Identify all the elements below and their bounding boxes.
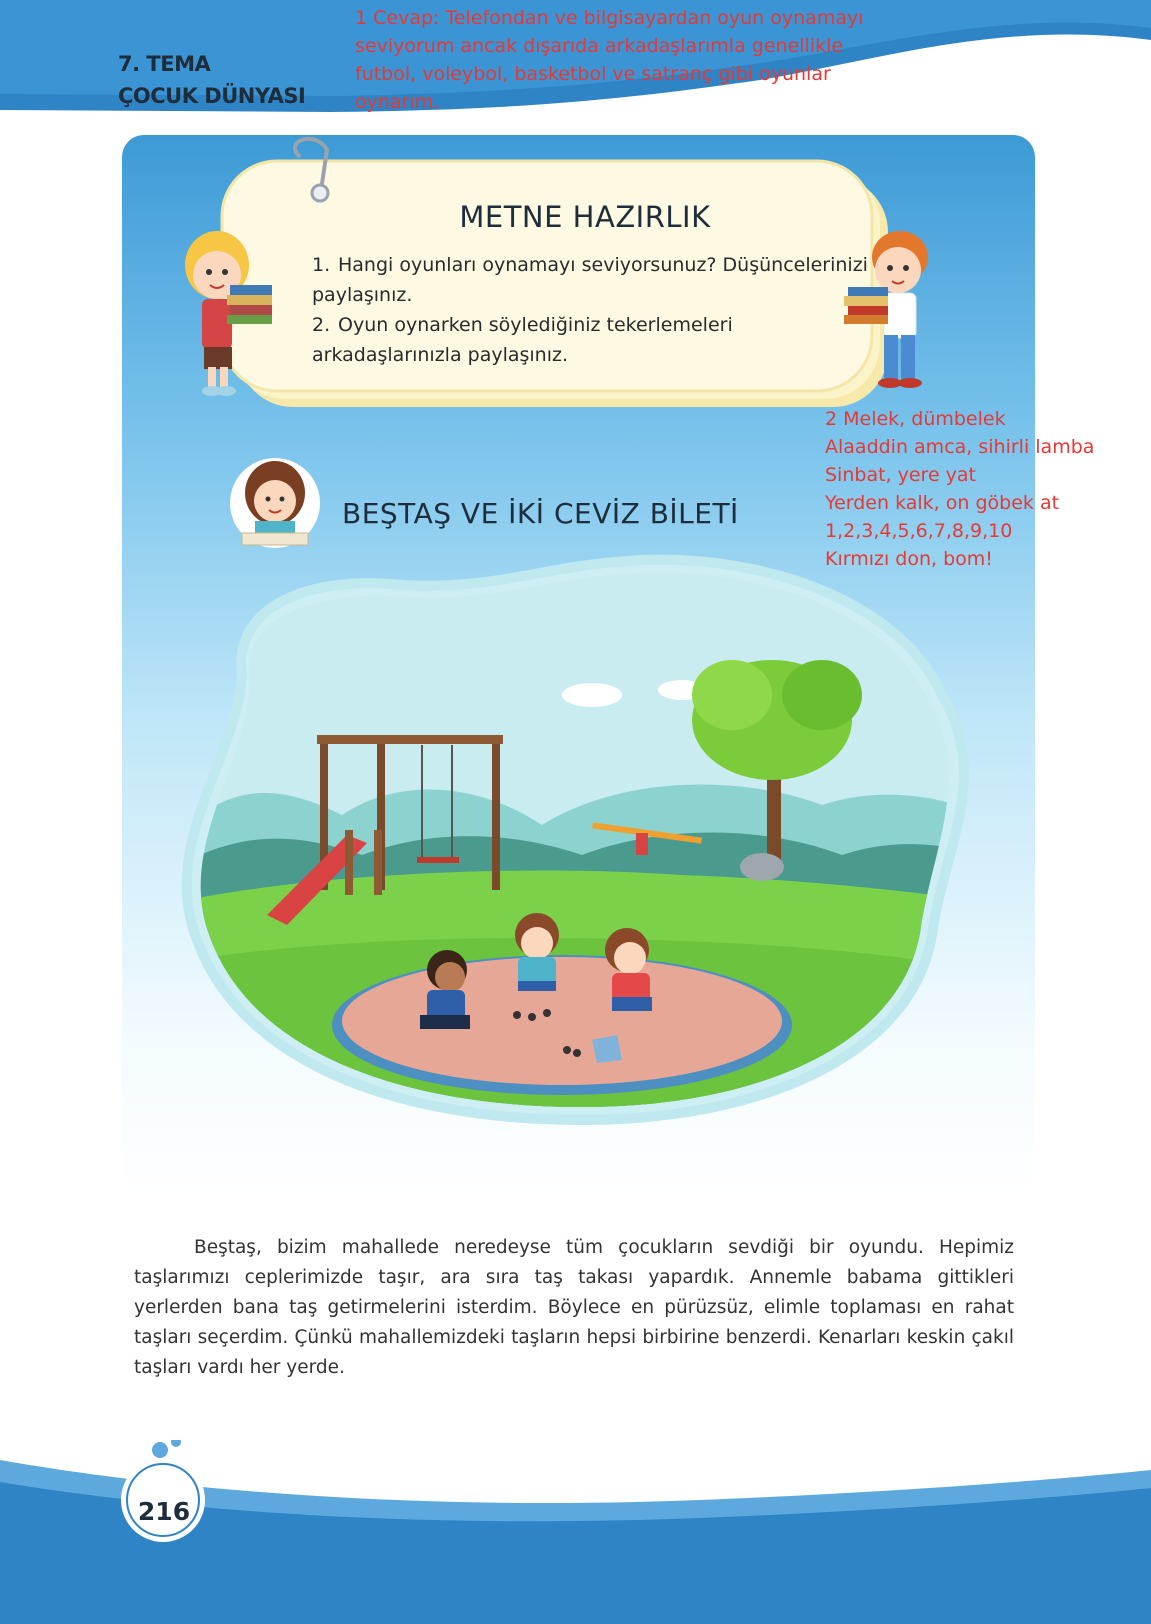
theme-number: 7. TEMA: [118, 52, 211, 76]
preparation-question-2: [312, 310, 872, 370]
page-number: 216: [137, 1497, 191, 1526]
answer-2-note: [825, 405, 1145, 573]
answer-2-line: 1,2,3,4,5,6,7,8,9,10: [825, 520, 1013, 542]
question-1-text: Hangi oyunları oynamayı seviyorsunuz? Düşüncelerinizi paylaşınız.: [312, 254, 868, 306]
answer-2-line: Sinbat, yere yat: [825, 464, 977, 486]
question-1-number: 1.: [312, 254, 331, 276]
answer-2-line: 2 Melek, dümbelek: [825, 408, 1006, 430]
question-2-number: 2.: [312, 314, 331, 336]
preparation-title: METNE HAZIRLIK: [459, 200, 711, 234]
answer-2-line: Kırmızı don, bom!: [825, 548, 993, 570]
answer-2-line: Yerden kalk, on göbek at: [825, 492, 1060, 514]
reading-girl-avatar: [230, 458, 320, 548]
footer-wave-decoration: [0, 1440, 1151, 1624]
question-2-text: Oyun oynarken söylediğiniz tekerlemeleri arkadaşlarınızla paylaşınız.: [312, 314, 733, 366]
theme-name: ÇOCUK DÜNYASI: [118, 84, 306, 108]
playground-scene: [162, 555, 1002, 1155]
answer-1-note: 1 Cevap: Telefondan ve bilgisayardan oyun oynamayı seviyorum ancak dışarıda arkadaşlarımla genellikle futbol, voleybol, basketbol ve satranç gibi oyunlar oynarım.: [355, 7, 864, 113]
answer-2-line: Alaaddin amca, sihirli lamba: [825, 436, 1095, 458]
story-paragraph: Beştaş, bizim mahallede neredeyse tüm çocukların sevdiği bir oyundu. Hepimiz taşlarımızı ceplerimizde taşır, ara sıra taş takası yapardık. Annemle babama gittikleri yerlerden bana taş getirmelerini isterdim. Böylece en pürüzsüz, elimle toplaması en rahat taşları seçerdim. Çünkü mahallemizdeki taşların hepsi birbirine benzerdi. Kenarları keskin çakıl taşları vardı her yerde.: [134, 1237, 1014, 1378]
story-title: BEŞTAŞ VE İKİ CEVİZ BİLETİ: [342, 497, 739, 530]
preparation-question-1: [312, 250, 872, 310]
